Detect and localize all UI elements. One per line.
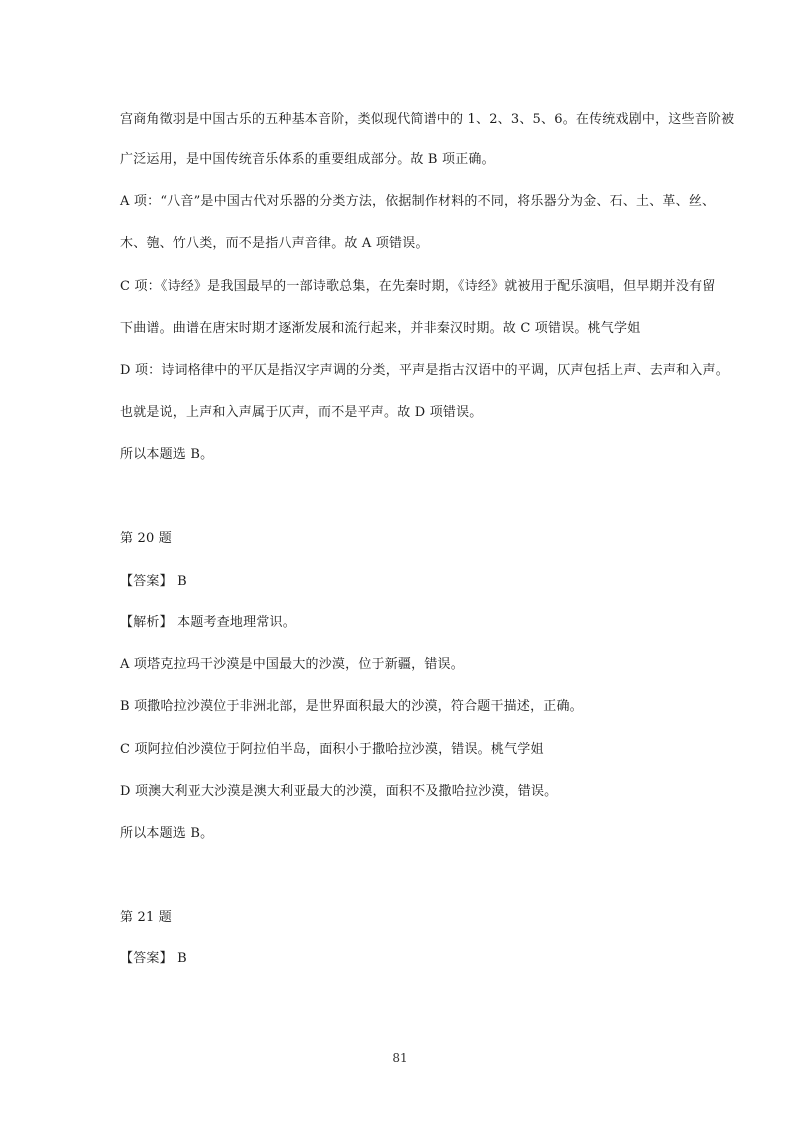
- question-heading: 第 20 题: [120, 531, 173, 546]
- paragraph-line: B 项撒哈拉沙漠位于非洲北部，是世界面积最大的沙漠，符合题干描述，正确。: [120, 699, 583, 714]
- paragraph-line: D 项：诗词格律中的平仄是指汉字声调的分类，平声是指古汉语中的平调，仄声包括上声、去声和入声。: [120, 363, 729, 378]
- question-heading: 第 21 题: [120, 910, 173, 925]
- paragraph-line: 下曲谱。曲谱在唐宋时期才逐渐发展和流行起来，并非秦汉时期。故 C 项错误。桃气学姐: [120, 321, 641, 336]
- paragraph-line: 广泛运用，是中国传统音乐体系的重要组成部分。故 B 项正确。: [120, 152, 495, 167]
- analysis-line: 【解析】 本题考查地理常识。: [120, 615, 296, 630]
- paragraph-line: 所以本题选 B。: [120, 826, 214, 841]
- paragraph-line: A 项塔克拉玛干沙漠是中国最大的沙漠，位于新疆，错误。: [120, 657, 464, 672]
- paragraph-line: D 项澳大利亚大沙漠是澳大利亚最大的沙漠，面积不及撒哈拉沙漠，错误。: [120, 784, 558, 799]
- paragraph-line: C 项：《诗经》是我国最早的一部诗歌总集，在先秦时期，《诗经》就被用于配乐演唱，但早期并没有留: [120, 279, 716, 294]
- paragraph-line: 宫商角徵羽是中国古乐的五种基本音阶，类似现代简谱中的 1、2、3、5、6。在传统戏剧中，这些音阶被: [120, 112, 735, 127]
- paragraph-line: 木、匏、竹八类，而不是指八声音律。故 A 项错误。: [120, 236, 429, 251]
- paragraph-line: 也就是说，上声和入声属于仄声，而不是平声。故 D 项错误。: [120, 405, 483, 420]
- page-number: 81: [392, 1051, 408, 1065]
- paragraph-line: C 项阿拉伯沙漠位于阿拉伯半岛，面积小于撒哈拉沙漠，错误。桃气学姐: [120, 742, 544, 757]
- answer-line: 【答案】 B: [120, 951, 187, 966]
- paragraph-line: A 项：“八音”是中国古代对乐器的分类方法，依据制作材料的不同，将乐器分为金、石、土、革、丝、: [120, 194, 716, 209]
- paragraph-line: 所以本题选 B。: [120, 447, 214, 462]
- answer-line: 【答案】 B: [120, 574, 187, 589]
